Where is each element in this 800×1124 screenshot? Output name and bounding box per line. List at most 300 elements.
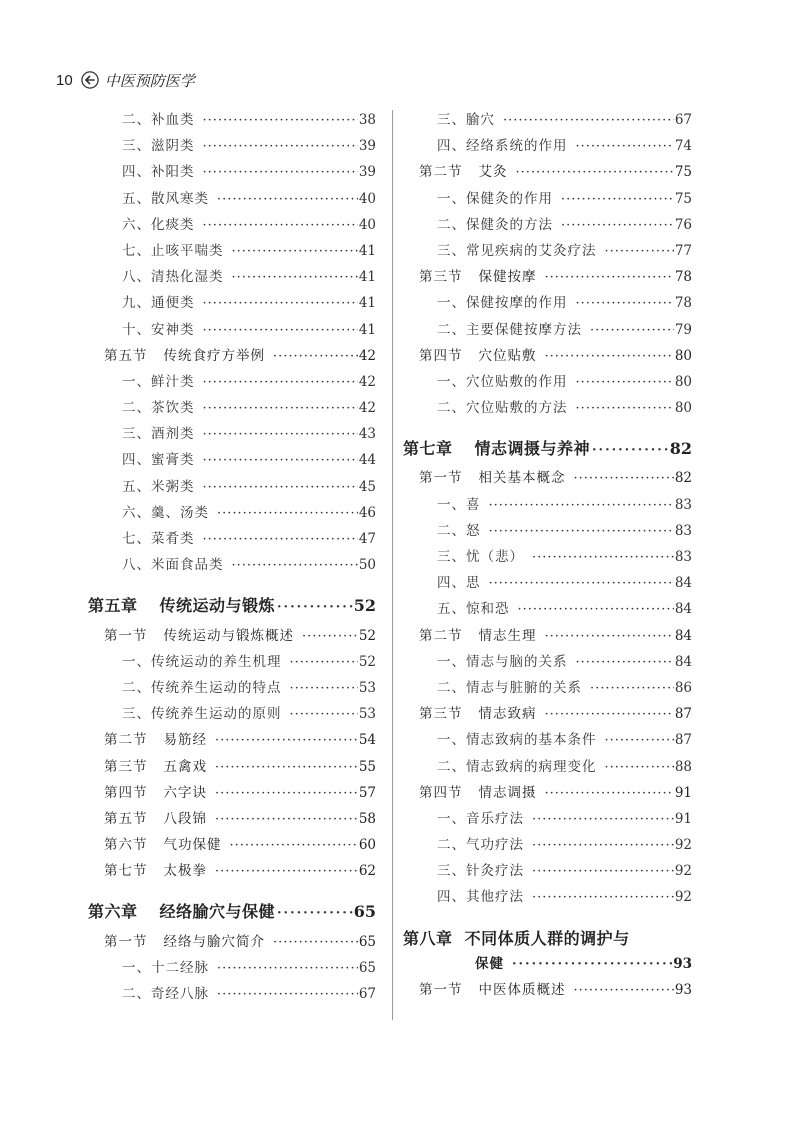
entry-title: 七、止咳平喘类: [122, 242, 224, 259]
subsection-entry[interactable]: [88, 956, 376, 982]
subsection-entry[interactable]: [403, 239, 692, 265]
subsection-entry[interactable]: [403, 134, 692, 160]
chapter-heading[interactable]: [403, 436, 692, 462]
dot-leader: [203, 323, 358, 338]
entry-title: [104, 930, 265, 950]
section-entry[interactable]: [88, 781, 376, 807]
subsection-entry[interactable]: [403, 545, 692, 571]
dot-leader: [592, 443, 669, 458]
page-ref: 83: [674, 522, 692, 539]
entry-title: 六、化痰类: [122, 216, 195, 233]
dot-leader: [576, 401, 674, 416]
page-ref: 82: [669, 439, 692, 459]
column-divider: [392, 110, 393, 1020]
dot-leader: [545, 786, 674, 801]
dot-leader: [217, 192, 358, 207]
dot-leader: [532, 812, 674, 827]
dot-leader: [203, 218, 358, 233]
dot-leader: [203, 165, 358, 180]
entry-title: 一、十二经脉: [122, 959, 209, 976]
subsection-entry[interactable]: [403, 370, 692, 396]
entry-title: 五、米粥类: [122, 478, 195, 495]
entry-title: 二、穴位贴敷的方法: [437, 400, 568, 417]
page-ref: 80: [674, 400, 692, 417]
entry-label: 第三节: [419, 706, 463, 723]
page-ref: 84: [674, 627, 692, 644]
subsection-entry[interactable]: [88, 475, 376, 501]
entry-title: 一、音乐疗法: [437, 810, 524, 827]
book-title: 中医预防医学: [104, 71, 195, 90]
entry-text: 情志调摄: [478, 784, 537, 801]
subsection-entry[interactable]: [88, 501, 376, 527]
page-ref: 40: [358, 190, 376, 207]
page-ref: 44: [358, 452, 376, 469]
toc-right-column: [403, 108, 692, 1004]
page-ref: 53: [358, 706, 376, 723]
subsection-entry[interactable]: [88, 187, 376, 213]
page-ref: 57: [358, 784, 376, 801]
entry-text: 艾灸: [478, 164, 508, 181]
dot-leader: [232, 558, 358, 573]
page-ref: 75: [674, 190, 692, 207]
dot-leader: [203, 480, 358, 495]
page-ref: 42: [358, 400, 376, 417]
entry-label: 第三节: [104, 758, 148, 775]
entry-title: [419, 265, 537, 285]
subsection-entry[interactable]: [403, 833, 692, 859]
dot-leader: [545, 629, 674, 644]
entry-label: 第一节: [104, 933, 148, 950]
chapter-title-line: [403, 952, 692, 978]
entry-title: 二、情志致病的病理变化: [437, 758, 597, 775]
entry-title: 三、腧穴: [437, 112, 495, 128]
entry-title: [419, 978, 566, 998]
entry-label: 第一节: [104, 627, 148, 644]
dot-leader: [576, 375, 674, 390]
page-ref: 67: [674, 112, 692, 128]
section-entry[interactable]: [403, 702, 692, 728]
dot-leader: [532, 838, 674, 853]
page-ref: 40: [358, 216, 376, 233]
entry-title: 二、补血类: [122, 112, 195, 128]
page-ref: 52: [358, 653, 376, 670]
subsection-entry[interactable]: [88, 553, 376, 579]
subsection-entry[interactable]: [403, 187, 692, 213]
dot-leader: [532, 550, 674, 565]
entry-title: 七、菜肴类: [122, 531, 195, 547]
chapter-title: 不同体质人群的调护与: [464, 928, 630, 948]
entry-title: 三、滋阴类: [122, 138, 195, 155]
entry-title: 一、情志致病的基本条件: [437, 732, 597, 749]
page-ref: 55: [358, 758, 376, 775]
dot-leader: [489, 576, 674, 591]
entry-label: 第一节: [419, 981, 463, 998]
entry-title: 三、针灸疗法: [437, 863, 524, 880]
page-ref: 42: [358, 347, 376, 364]
entry-label: 第五章: [88, 596, 138, 616]
subsection-entry[interactable]: [403, 213, 692, 239]
dot-leader: [545, 707, 674, 722]
page-ref: 83: [674, 549, 692, 565]
page-ref: 92: [674, 837, 692, 854]
entry-label: 第一节: [419, 470, 463, 487]
chapter-heading[interactable]: [88, 899, 376, 925]
section-entry[interactable]: [403, 781, 692, 807]
subsection-entry[interactable]: [88, 422, 376, 448]
page-ref: 78: [674, 295, 692, 312]
page-ref: 41: [358, 321, 376, 338]
entry-title: [104, 781, 207, 801]
entry-text: 气功保健: [163, 837, 222, 854]
entry-title: [419, 466, 566, 486]
dot-leader: [302, 629, 358, 644]
subsection-entry[interactable]: [403, 519, 692, 545]
page-ref: 82: [674, 470, 692, 487]
entry-title: 二、情志与脏腑的关系: [437, 679, 582, 696]
dot-leader: [516, 165, 674, 180]
dot-leader: [605, 760, 674, 775]
entry-title: [104, 755, 207, 775]
entry-title: [88, 593, 275, 616]
subsection-entry[interactable]: [403, 728, 692, 754]
dot-leader: [203, 453, 358, 468]
page-ref: 46: [358, 504, 376, 521]
entry-title: 三、忧（悲）: [437, 549, 524, 565]
page-ref: 50: [358, 557, 376, 574]
arrow-left-circle-icon: [81, 71, 99, 89]
subsection-entry[interactable]: [88, 265, 376, 291]
section-entry[interactable]: [88, 807, 376, 833]
dot-leader: [532, 864, 674, 879]
page-ref: 87: [674, 706, 692, 723]
subsection-entry[interactable]: [403, 676, 692, 702]
dot-leader: [574, 471, 674, 486]
dot-leader: [203, 296, 358, 311]
entry-label: 第五节: [104, 347, 148, 364]
entry-text: 穴位贴敷: [478, 347, 537, 364]
section-entry[interactable]: [403, 344, 692, 370]
page-ref: 41: [358, 242, 376, 259]
dot-leader: [503, 113, 674, 128]
entry-title: [419, 624, 537, 644]
subsection-entry[interactable]: [403, 597, 692, 623]
entry-label: 第六节: [104, 837, 148, 854]
entry-title: 四、经络系统的作用: [437, 138, 568, 155]
entry-title: [104, 344, 265, 364]
page-ref: 77: [674, 242, 692, 259]
dot-leader: [576, 296, 674, 311]
dot-leader: [576, 655, 674, 670]
entry-title: [419, 160, 508, 180]
dot-leader: [290, 707, 358, 722]
dot-leader: [590, 323, 674, 338]
entry-title: [104, 833, 222, 853]
subsection-entry[interactable]: [88, 318, 376, 344]
page-ref: 43: [358, 426, 376, 443]
page-ref: 93: [674, 981, 692, 998]
entry-title: [419, 781, 537, 801]
dot-leader: [232, 270, 358, 285]
section-entry[interactable]: [88, 755, 376, 781]
dot-leader: [605, 244, 674, 259]
page-ref: 45: [358, 478, 376, 495]
page-ref: 75: [674, 164, 692, 181]
page-ref: 80: [674, 347, 692, 364]
subsection-entry[interactable]: [403, 493, 692, 519]
entry-label: 第四节: [419, 784, 463, 801]
entry-title: 九、通便类: [122, 295, 195, 312]
page-ref: 80: [674, 373, 692, 390]
dot-leader: [203, 532, 358, 547]
entry-title: [419, 344, 537, 364]
section-entry[interactable]: [403, 624, 692, 650]
subsection-entry[interactable]: [88, 160, 376, 186]
dot-leader: [203, 113, 358, 128]
entry-label: 第五节: [104, 810, 148, 827]
dot-leader: [217, 987, 358, 1002]
subsection-entry[interactable]: [403, 650, 692, 676]
dot-leader: [230, 838, 358, 853]
page-ref: 74: [674, 138, 692, 155]
page-ref: 47: [358, 531, 376, 547]
entry-title: 二、奇经八脉: [122, 986, 209, 1002]
dot-leader: [203, 427, 358, 442]
dot-leader: [590, 681, 674, 696]
entry-title: [419, 702, 537, 722]
dot-leader: [203, 375, 358, 390]
subsection-entry[interactable]: [88, 448, 376, 474]
page-ref: 91: [674, 810, 692, 827]
entry-title: [104, 624, 294, 644]
entry-label: 第七章: [403, 439, 453, 459]
entry-title: 二、气功疗法: [437, 837, 524, 854]
page-ref: 91: [674, 784, 692, 801]
subsection-entry[interactable]: [88, 702, 376, 728]
section-entry[interactable]: [403, 466, 692, 492]
section-entry[interactable]: [88, 859, 376, 885]
page-ref: 84: [674, 653, 692, 670]
page-ref: 76: [674, 216, 692, 233]
subsection-entry[interactable]: [88, 213, 376, 239]
entry-title: [104, 807, 207, 827]
subsection-entry[interactable]: [403, 859, 692, 885]
page-ref: 38: [358, 112, 376, 128]
subsection-entry[interactable]: [403, 885, 692, 911]
entry-title: 二、主要保健按摩方法: [437, 321, 582, 338]
entry-title: 二、传统养生运动的特点: [122, 679, 282, 696]
section-entry[interactable]: [403, 265, 692, 291]
dot-leader: [532, 890, 674, 905]
subsection-entry[interactable]: [88, 291, 376, 317]
dot-leader: [290, 681, 358, 696]
page-ref: 52: [358, 627, 376, 644]
page-ref: 86: [674, 679, 692, 696]
page-ref: 92: [674, 889, 692, 906]
entry-title: 四、思: [437, 575, 481, 592]
dot-leader: [215, 760, 358, 775]
dot-leader: [215, 864, 358, 879]
entry-title: 一、穴位贴敷的作用: [437, 373, 568, 390]
entry-label: 第二节: [419, 164, 463, 181]
entry-title: 五、散风寒类: [122, 190, 209, 207]
dot-leader: [217, 506, 358, 521]
dot-leader: [273, 935, 358, 950]
entry-text: 太极拳: [163, 863, 207, 880]
dot-leader: [203, 139, 358, 154]
entry-text: 保健按摩: [478, 269, 537, 286]
entry-title: 三、传统养生运动的原则: [122, 706, 282, 723]
dot-leader: [561, 192, 674, 207]
entry-title: 一、情志与脑的关系: [437, 653, 568, 670]
subsection-entry[interactable]: [88, 108, 376, 134]
entry-title: 十、安神类: [122, 321, 195, 338]
page-ref: 93: [673, 955, 692, 972]
dot-leader: [277, 906, 353, 921]
toc-left-column: [88, 108, 376, 1008]
page-ref: 65: [358, 933, 376, 950]
entry-title: 二、怒: [437, 522, 481, 539]
subsection-entry[interactable]: [88, 982, 376, 1008]
dot-leader: [215, 786, 358, 801]
page-ref: 39: [358, 138, 376, 155]
subsection-entry[interactable]: [403, 807, 692, 833]
entry-label: 第二节: [104, 732, 148, 749]
subsection-entry[interactable]: [403, 396, 692, 422]
entry-title: [104, 728, 207, 748]
dot-leader: [561, 218, 674, 233]
subsection-entry[interactable]: [403, 291, 692, 317]
entry-title: [403, 436, 590, 459]
spacer: [453, 929, 465, 948]
entry-title: 二、茶饮类: [122, 400, 195, 417]
entry-title: 一、喜: [437, 496, 481, 513]
page-ref: 79: [674, 321, 692, 338]
dot-leader: [545, 349, 674, 364]
entry-text: 情志致病: [478, 706, 537, 723]
entry-title: 四、蜜膏类: [122, 452, 195, 469]
dot-leader: [489, 524, 674, 539]
dot-leader: [512, 957, 672, 972]
page-ref: 92: [674, 863, 692, 880]
subsection-entry[interactable]: [88, 650, 376, 676]
section-entry[interactable]: [88, 624, 376, 650]
dot-leader: [605, 733, 674, 748]
dot-leader: [545, 270, 674, 285]
page-ref: 54: [358, 732, 376, 749]
entry-text: 传统运动与锻炼: [159, 596, 276, 616]
page-ref: 41: [358, 295, 376, 312]
chapter-label: 第八章: [403, 928, 453, 948]
dot-leader: [518, 602, 674, 617]
page-ref: 78: [674, 269, 692, 286]
page-ref: 42: [358, 373, 376, 390]
entry-title: 六、羹、汤类: [122, 504, 209, 521]
entry-text: 相关基本概念: [478, 470, 566, 487]
entry-label: 第六章: [88, 902, 138, 922]
subsection-entry[interactable]: [403, 571, 692, 597]
page-ref: 83: [674, 496, 692, 513]
page-ref: 62: [358, 863, 376, 880]
page-ref: 39: [358, 164, 376, 181]
subsection-entry[interactable]: [403, 318, 692, 344]
page-ref: 41: [358, 269, 376, 286]
dot-leader: [273, 349, 358, 364]
entry-text: 六字诀: [163, 784, 207, 801]
dot-leader: [277, 600, 353, 615]
entry-label: 第七节: [104, 863, 148, 880]
entry-title: [88, 899, 275, 922]
page-ref: 65: [353, 902, 376, 922]
entry-title: 三、酒剂类: [122, 426, 195, 443]
dot-leader: [576, 139, 674, 154]
chapter-heading[interactable]: [88, 593, 376, 619]
dot-leader: [574, 983, 674, 998]
section-entry[interactable]: [88, 728, 376, 754]
entry-text: 传统食疗方举例: [163, 347, 265, 364]
entry-label: 第三节: [419, 269, 463, 286]
dot-leader: [217, 961, 358, 976]
subsection-entry[interactable]: [88, 239, 376, 265]
section-entry[interactable]: [88, 833, 376, 859]
dot-leader: [489, 498, 674, 513]
entry-title: 八、清热化湿类: [122, 269, 224, 286]
entry-text: 传统运动与锻炼概述: [163, 627, 294, 644]
subsection-entry[interactable]: [403, 755, 692, 781]
entry-label: 第四节: [104, 784, 148, 801]
dot-leader: [215, 812, 358, 827]
subsection-entry[interactable]: [88, 134, 376, 160]
entry-title: 四、补阳类: [122, 164, 195, 181]
entry-text: 中医体质概述: [478, 981, 566, 998]
section-entry[interactable]: [88, 344, 376, 370]
entry-text: 经络与腧穴简介: [163, 933, 265, 950]
page-ref: 87: [674, 732, 692, 749]
page-number: 10: [56, 71, 73, 89]
entry-text: 情志生理: [478, 627, 537, 644]
dot-leader: [203, 401, 358, 416]
subsection-entry[interactable]: [403, 108, 692, 134]
section-entry[interactable]: [403, 978, 692, 1004]
entry-title: 五、惊和恐: [437, 601, 510, 618]
page-ref: 88: [674, 758, 692, 775]
page-ref: 67: [358, 986, 376, 1002]
chapter-heading[interactable]: [403, 926, 692, 978]
entry-title: 一、保健按摩的作用: [437, 295, 568, 312]
subsection-entry[interactable]: [88, 370, 376, 396]
page-ref: 84: [674, 601, 692, 618]
subsection-entry[interactable]: [88, 527, 376, 553]
subsection-entry[interactable]: [88, 396, 376, 422]
entry-text: 情志调摄与养神: [474, 439, 591, 459]
chapter-title-line: [403, 926, 692, 952]
page-header: [56, 68, 195, 92]
page-ref: 52: [353, 596, 376, 616]
entry-title: 一、传统运动的养生机理: [122, 653, 282, 670]
entry-text: 八段锦: [163, 810, 207, 827]
page-ref: 58: [358, 810, 376, 827]
subsection-entry[interactable]: [88, 676, 376, 702]
entry-title: 八、米面食品类: [122, 557, 224, 574]
section-entry[interactable]: [88, 930, 376, 956]
entry-title: 三、常见疾病的艾灸疗法: [437, 242, 597, 259]
entry-title: [104, 859, 207, 879]
page-ref: 53: [358, 679, 376, 696]
entry-label: 第四节: [419, 347, 463, 364]
section-entry[interactable]: [403, 160, 692, 186]
page-ref: 60: [358, 837, 376, 854]
entry-text: 易筋经: [163, 732, 207, 749]
chapter-title-cont: 保健: [475, 955, 504, 972]
